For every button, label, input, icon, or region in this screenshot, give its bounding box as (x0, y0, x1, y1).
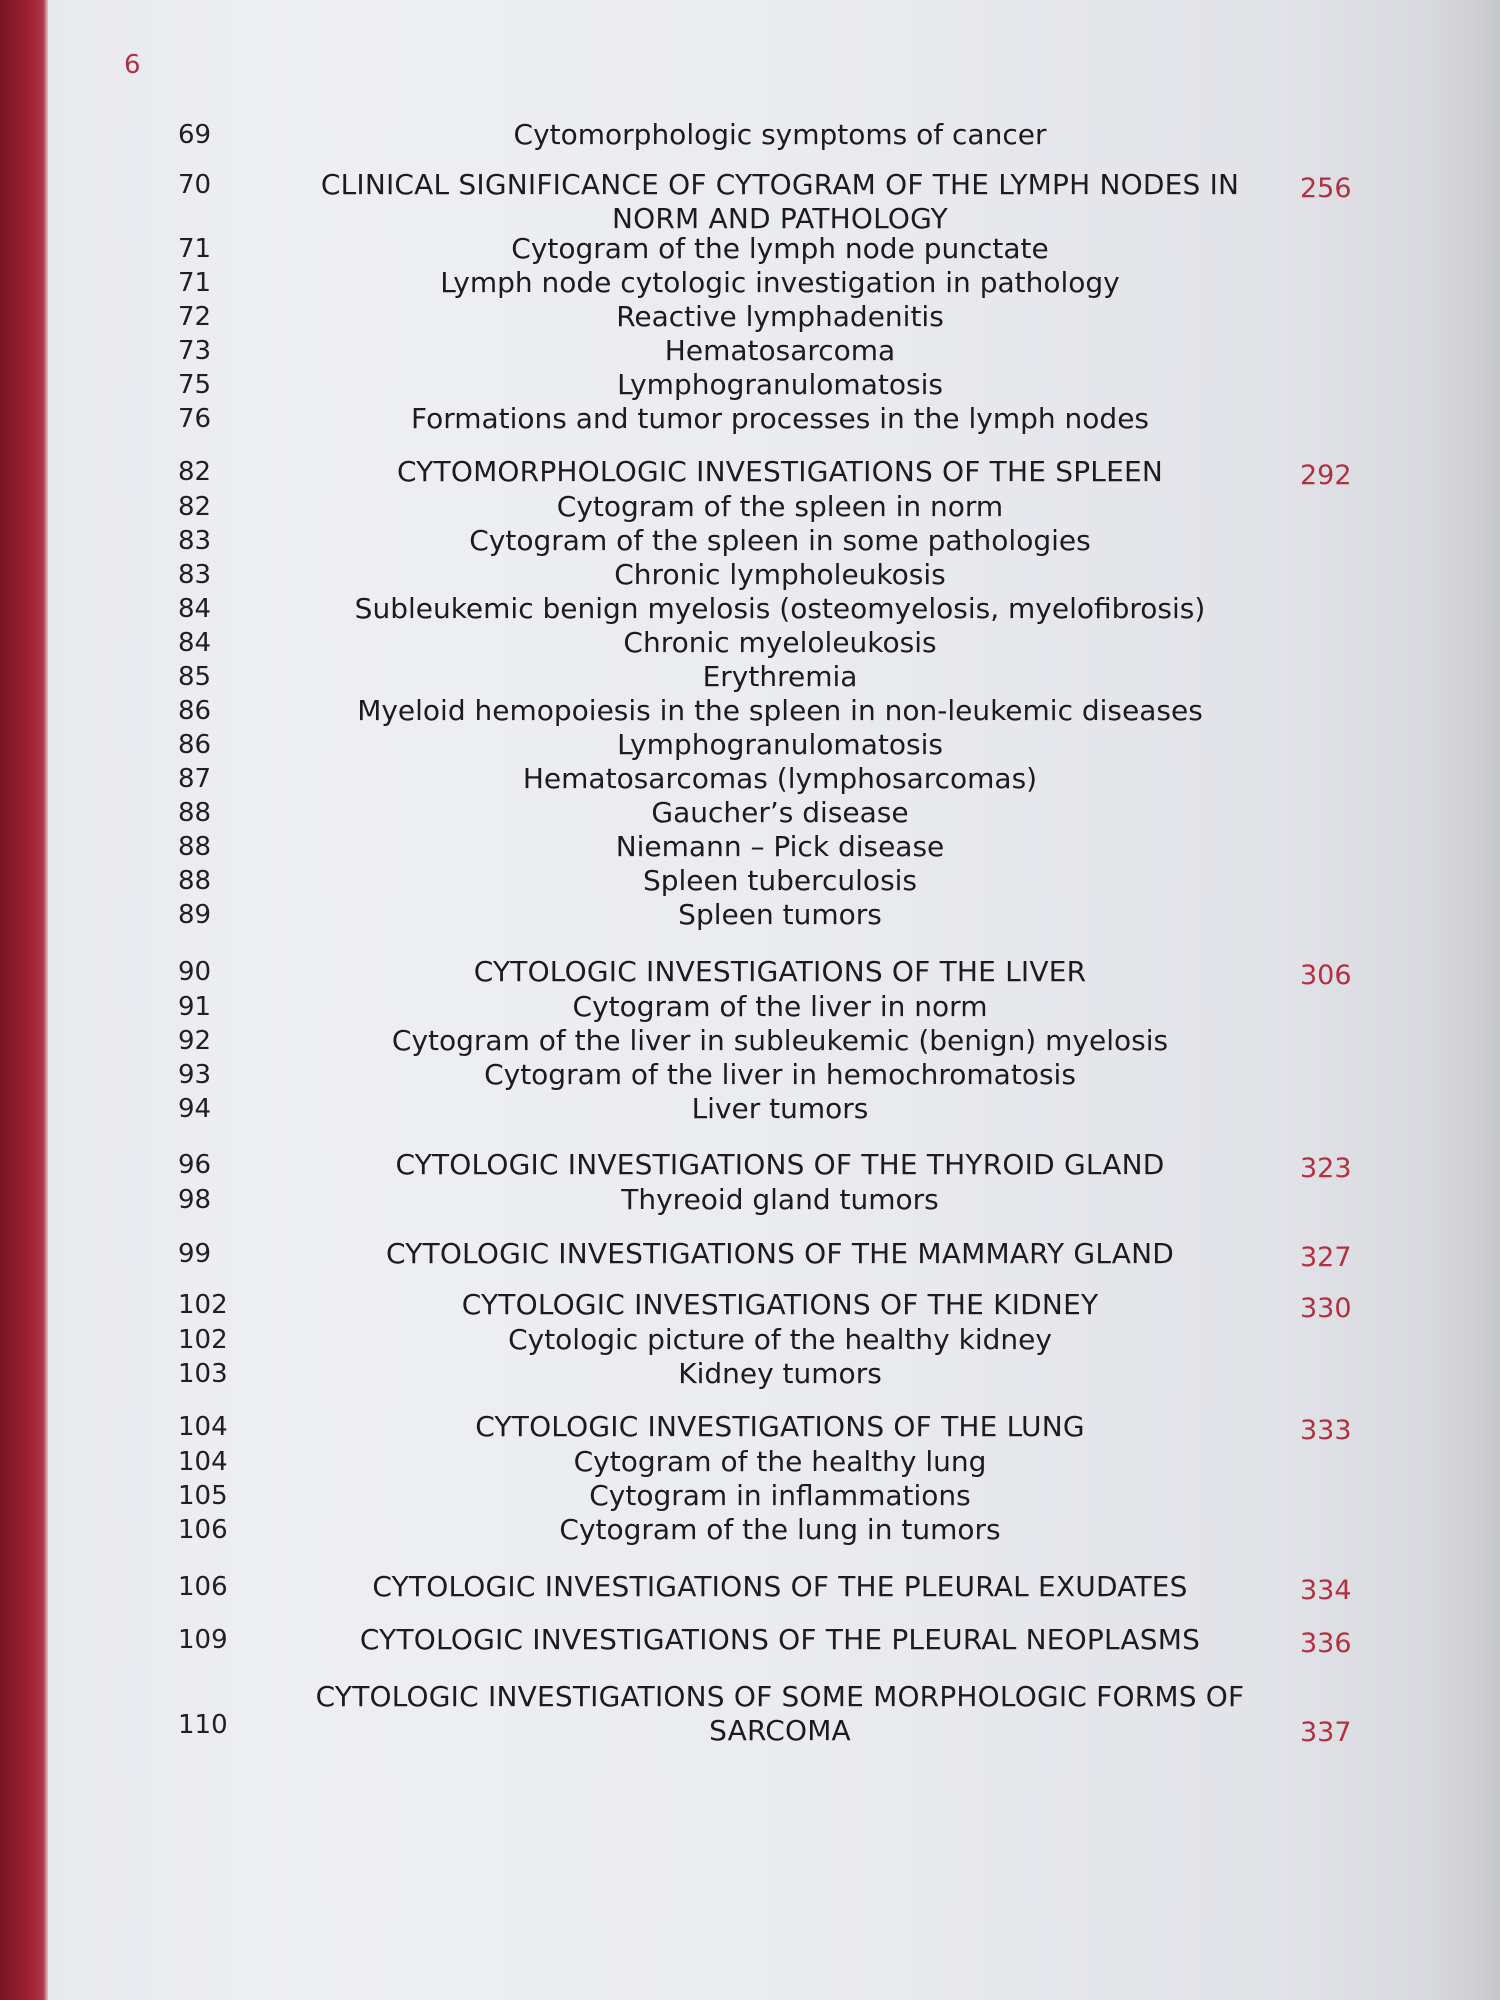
toc-entry-title-line: Chronic myeloleukosis (623, 626, 937, 659)
toc-entry-number: 69 (178, 120, 212, 150)
toc-entry-number: 110 (178, 1710, 228, 1740)
toc-entry-number: 92 (178, 1026, 212, 1056)
toc-entry-number: 84 (178, 628, 212, 658)
toc-entry-title-line: Cytogram of the liver in norm (572, 990, 988, 1023)
toc-entry-title-line: Niemann – Pick disease (615, 830, 945, 863)
toc-entry-number: 102 (178, 1290, 228, 1320)
toc-entry-number: 72 (178, 302, 212, 332)
toc-entry-number: 73 (178, 336, 212, 366)
toc-entry-page-ref: 306 (1300, 960, 1352, 991)
toc-entry-number: 82 (178, 492, 212, 522)
toc-entry-title-line: Spleen tuberculosis (642, 864, 918, 897)
toc-entry-number: 96 (178, 1150, 212, 1180)
page-number: 6 (124, 50, 141, 80)
toc-entry-page-ref: 336 (1300, 1628, 1352, 1659)
toc-entry-title-line: Liver tumors (691, 1092, 869, 1125)
toc-entry-title-line: CYTOLOGIC INVESTIGATIONS OF SOME MORPHOLOGIC FORMS OF (315, 1680, 1245, 1713)
toc-entry-title-line: CYTOLOGIC INVESTIGATIONS OF THE LUNG (475, 1410, 1085, 1443)
toc-entry-number: 89 (178, 900, 212, 930)
toc-entry-title (280, 1445, 1280, 1479)
toc-entry-title (280, 1288, 1280, 1322)
toc-entry-number: 105 (178, 1481, 228, 1511)
toc-entry-title-line: Chronic lympholeukosis (614, 558, 946, 591)
toc-entry-title-line: Formations and tumor processes in the lymph nodes (410, 402, 1150, 435)
toc-entry-title-line: Gaucher’s disease (651, 796, 909, 829)
toc-entry-page-ref: 337 (1300, 1717, 1352, 1748)
toc-entry-title (280, 1237, 1280, 1271)
toc-entry-number: 91 (178, 992, 212, 1022)
toc-entry-number: 83 (178, 560, 212, 590)
toc-entry-title (280, 694, 1280, 728)
toc-entry-title-line: SARCOMA (709, 1714, 851, 1747)
toc-entry-number: 83 (178, 526, 212, 556)
toc-entry-number: 98 (178, 1185, 212, 1215)
toc-entry-title (280, 1623, 1280, 1657)
toc-entry-title-line: CLINICAL SIGNIFICANCE OF CYTOGRAM OF THE LYMPH NODES IN (320, 168, 1240, 201)
toc-entry-number: 88 (178, 832, 212, 862)
toc-entry-title (280, 524, 1280, 558)
book-spine (0, 0, 48, 2000)
page-edge-shadow (1430, 0, 1500, 2000)
toc-entry-page-ref: 333 (1300, 1415, 1352, 1446)
toc-entry-title-line: Kidney tumors (678, 1357, 882, 1390)
toc-entry-number: 88 (178, 866, 212, 896)
toc-entry-title-line: NORM AND PATHOLOGY (612, 202, 948, 235)
toc-entry-title (280, 300, 1280, 334)
toc-entry-title (280, 1680, 1280, 1748)
toc-entry-title-line: Cytogram of the lung in tumors (559, 1513, 1001, 1546)
toc-entry-title-line: Myeloid hemopoiesis in the spleen in non-leukemic diseases (357, 694, 1203, 727)
toc-entry-title-line: Hematosarcoma (664, 334, 896, 367)
toc-entry-title (280, 830, 1280, 864)
toc-entry-title-line: CYTOLOGIC INVESTIGATIONS OF THE MAMMARY GLAND (385, 1237, 1175, 1270)
toc-entry-title (280, 232, 1280, 266)
toc-entry-title-line: Subleukemic benign myelosis (osteomyelosis, myelofibrosis) (354, 592, 1206, 625)
toc-entry-title (280, 1479, 1280, 1513)
toc-entry-number: 99 (178, 1239, 212, 1269)
toc-entry-number: 106 (178, 1515, 228, 1545)
toc-entry-title (280, 368, 1280, 402)
toc-entry-page-ref: 323 (1300, 1153, 1352, 1184)
toc-entry-title-line: Cytologic picture of the healthy kidney (508, 1323, 1052, 1356)
toc-entry-title (280, 1570, 1280, 1604)
toc-entry-title-line: Cytogram of the lymph node punctate (511, 232, 1049, 265)
toc-entry-number: 104 (178, 1412, 228, 1442)
toc-entry-title (280, 990, 1280, 1024)
toc-entry-number: 90 (178, 957, 212, 987)
toc-entry-title-line: CYTOLOGIC INVESTIGATIONS OF THE KIDNEY (461, 1288, 1099, 1321)
toc-entry-number: 103 (178, 1359, 228, 1389)
toc-entry-title (280, 728, 1280, 762)
toc-entry-page-ref: 327 (1300, 1242, 1352, 1273)
toc-entry-page-ref: 256 (1300, 173, 1352, 204)
toc-entry-number: 104 (178, 1447, 228, 1477)
toc-entry-number: 88 (178, 798, 212, 828)
toc-entry-title-line: Cytogram of the liver in subleukemic (benign) myelosis (391, 1024, 1169, 1057)
toc-entry-title-line: Cytogram of the spleen in some pathologies (469, 524, 1091, 557)
toc-entry-title-line: Thyreoid gland tumors (621, 1183, 939, 1216)
toc-entry-title (280, 898, 1280, 932)
toc-entry-title-line: Cytogram of the healthy lung (573, 1445, 987, 1478)
toc-entry-page-ref: 330 (1300, 1293, 1352, 1324)
toc-entry-number: 85 (178, 662, 212, 692)
toc-entry-title (280, 1024, 1280, 1058)
toc-entry-title (280, 266, 1280, 300)
toc-entry-title (280, 334, 1280, 368)
toc-entry-title (280, 490, 1280, 524)
toc-entry-page-ref: 292 (1300, 460, 1352, 491)
toc-entry-number: 70 (178, 170, 212, 200)
toc-entry-title-line: Hematosarcomas (lymphosarcomas) (522, 762, 1038, 795)
toc-entry-title (280, 1148, 1280, 1182)
toc-entry-number: 109 (178, 1625, 228, 1655)
toc-entry-title (280, 1513, 1280, 1547)
toc-entry-number: 86 (178, 696, 212, 726)
toc-entry-title (280, 168, 1280, 236)
toc-entry-number: 102 (178, 1325, 228, 1355)
toc-entry-page-ref: 334 (1300, 1575, 1352, 1606)
toc-entry-title (280, 558, 1280, 592)
toc-entry-title (280, 762, 1280, 796)
toc-entry-number: 71 (178, 268, 212, 298)
toc-entry-title (280, 955, 1280, 989)
toc-entry-title-line: Cytogram in inflammations (589, 1479, 971, 1512)
toc-entry-title-line: CYTOLOGIC INVESTIGATIONS OF THE PLEURAL EXUDATES (372, 1570, 1188, 1603)
toc-entry-title (280, 1410, 1280, 1444)
toc-entry-title (280, 455, 1280, 489)
toc-entry-title (280, 1323, 1280, 1357)
toc-entry-title (280, 660, 1280, 694)
toc-entry-title-line: CYTOMORPHOLOGIC INVESTIGATIONS OF THE SPLEEN (396, 455, 1164, 488)
toc-entry-title-line: Cytomorphologic symptoms of cancer (513, 118, 1047, 151)
toc-entry-title (280, 1183, 1280, 1217)
toc-entry-number: 94 (178, 1094, 212, 1124)
toc-entry-number: 82 (178, 457, 212, 487)
toc-entry-title (280, 864, 1280, 898)
toc-entry-title (280, 592, 1280, 626)
toc-entry-title-line: CYTOLOGIC INVESTIGATIONS OF THE THYROID GLAND (395, 1148, 1165, 1181)
toc-entry-title-line: Lymph node cytologic investigation in pathology (440, 266, 1120, 299)
toc-entry-title (280, 402, 1280, 436)
toc-entry-title-line: Lymphogranulomatosis (617, 728, 943, 761)
toc-entry-title-line: Cytogram of the liver in hemochromatosis (484, 1058, 1076, 1091)
toc-entry-number: 75 (178, 370, 212, 400)
toc-entry-title-line: Spleen tumors (678, 898, 882, 931)
toc-entry-number: 93 (178, 1060, 212, 1090)
toc-entry-title (280, 626, 1280, 660)
toc-entry-title-line: Cytogram of the spleen in norm (556, 490, 1004, 523)
toc-entry-number: 71 (178, 234, 212, 264)
toc-entry-title-line: Lymphogranulomatosis (617, 368, 943, 401)
toc-entry-title (280, 796, 1280, 830)
toc-entry-title-line: Erythremia (702, 660, 858, 693)
toc-entry-title-line: CYTOLOGIC INVESTIGATIONS OF THE LIVER (473, 955, 1087, 988)
toc-entry-title (280, 1092, 1280, 1126)
toc-entry-title (280, 1357, 1280, 1391)
toc-entry-number: 84 (178, 594, 212, 624)
toc-entry-number: 86 (178, 730, 212, 760)
toc-entry-number: 87 (178, 764, 212, 794)
toc-entry-number: 106 (178, 1572, 228, 1602)
toc-entry-title-line: Reactive lymphadenitis (616, 300, 944, 333)
toc-entry-title (280, 118, 1280, 152)
toc-entry-title (280, 1058, 1280, 1092)
toc-entry-title-line: CYTOLOGIC INVESTIGATIONS OF THE PLEURAL NEOPLASMS (359, 1623, 1201, 1656)
toc-entry-number: 76 (178, 404, 212, 434)
